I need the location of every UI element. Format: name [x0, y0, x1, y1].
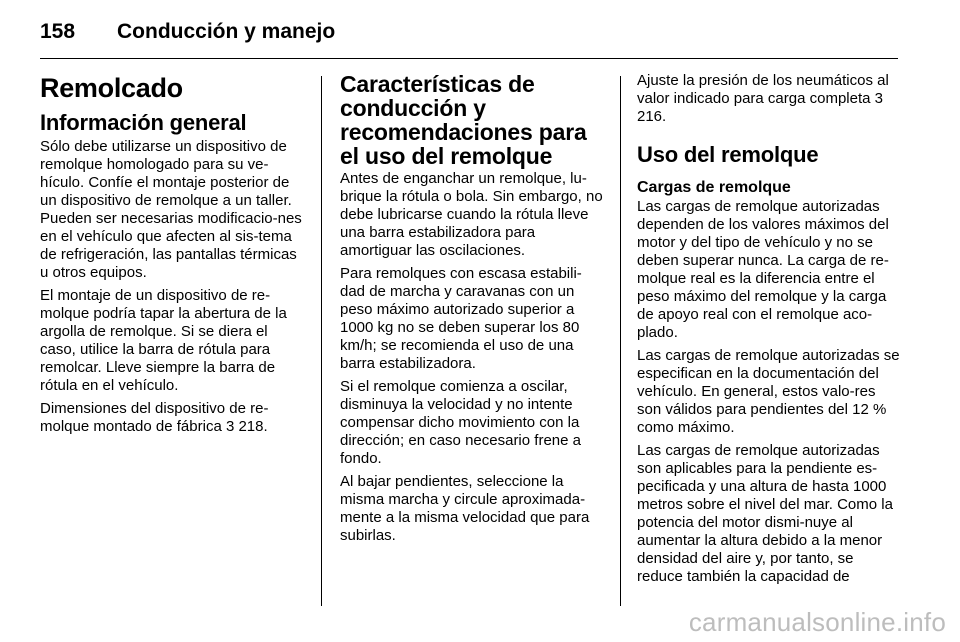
paragraph: Sólo debe utilizarse un dispositivo de remolque homologado para su ve-hículo. Confíe el montaje posterior de un dispositivo de remolque a un taller. Pueden ser necesarias modificacio-nes en el vehículo que afecten al sis-tema de refrigeración, las pantallas térmicas u otros equipos.: [40, 138, 302, 281]
paragraph: Dimensiones del dispositivo de re-molque montado de fábrica 3 218.: [40, 400, 269, 435]
column-divider-1: [321, 76, 322, 606]
paragraph: El montaje de un dispositivo de re-molque podría tapar la abertura de la argolla de remolque. Si se diera el caso, utilice la barra de rótula para remolcar. Lleve siempre la barra de rótula en el vehículo.: [40, 287, 287, 394]
page-header: [40, 14, 900, 54]
paragraph: Al bajar pendientes, seleccione la misma marcha y circule aproximada-mente a la misma velocidad que para subirlas.: [340, 473, 590, 544]
paragraph: Si el remolque comienza a oscilar, disminuya la velocidad y no intente compensar dicho movimiento con la dirección; en caso necesario frene a fondo.: [340, 378, 581, 467]
column-3: [637, 72, 901, 591]
paragraph: Antes de enganchar un remolque, lu-brique la rótula o bola. Sin embargo, no debe lubricarse cuando la rótula lleve una barra estabilizadora para amortiguar las oscilaciones.: [340, 170, 603, 259]
paragraph: Para remolques con escasa estabili-dad de marcha y caravanas con un peso máximo autorizado superior a 1000 kg no se deben superar los 80 km/h; se recomienda el uso de una barra estabilizadora.: [340, 265, 582, 372]
column-2: [340, 72, 606, 550]
heading-caracteristicas: Características de conducción y recomendaciones para el uso del remolque: [340, 71, 587, 169]
paragraph: Las cargas de remolque autorizadas se especifican en la documentación del vehículo. En general, estos valo-res son válidos para pendientes del 12 % como máximo.: [637, 347, 900, 436]
heading-uso-del-remolque: Uso del remolque: [637, 142, 819, 167]
paragraph-intro: Ajuste la presión de los neumáticos al valor indicado para carga completa 3 216.: [637, 72, 889, 125]
column-1: [40, 72, 306, 441]
paragraph: Las cargas de remolque autorizadas dependen de los valores máximos del motor y del tipo de vehículo y no se deben superar nunca. La carga de re-molque real es la diferencia entre el peso máximo del remolque y la carga de apoyo real con el remolque aco-plado.: [637, 198, 889, 341]
watermark: carmanualsonline.info: [688, 607, 946, 637]
column-divider-2: [620, 76, 621, 606]
paragraph: Las cargas de remolque autorizadas son aplicables para la pendiente es-pecificada y una altura de hasta 1000 metros sobre el nivel del mar. Como la potencia del motor dismi-nuye al aumentar la altura debido a la menor densidad del aire y, por tanto, se reduce también la capacidad de: [637, 442, 893, 585]
section-title: Conducción y manejo: [117, 20, 336, 43]
header-rule: [40, 58, 898, 59]
page-number: 158: [40, 20, 76, 43]
heading-informacion-general: Información general: [40, 110, 247, 135]
heading-cargas-de-remolque: Cargas de remolque: [637, 179, 791, 196]
heading-remolcado: Remolcado: [40, 73, 183, 103]
